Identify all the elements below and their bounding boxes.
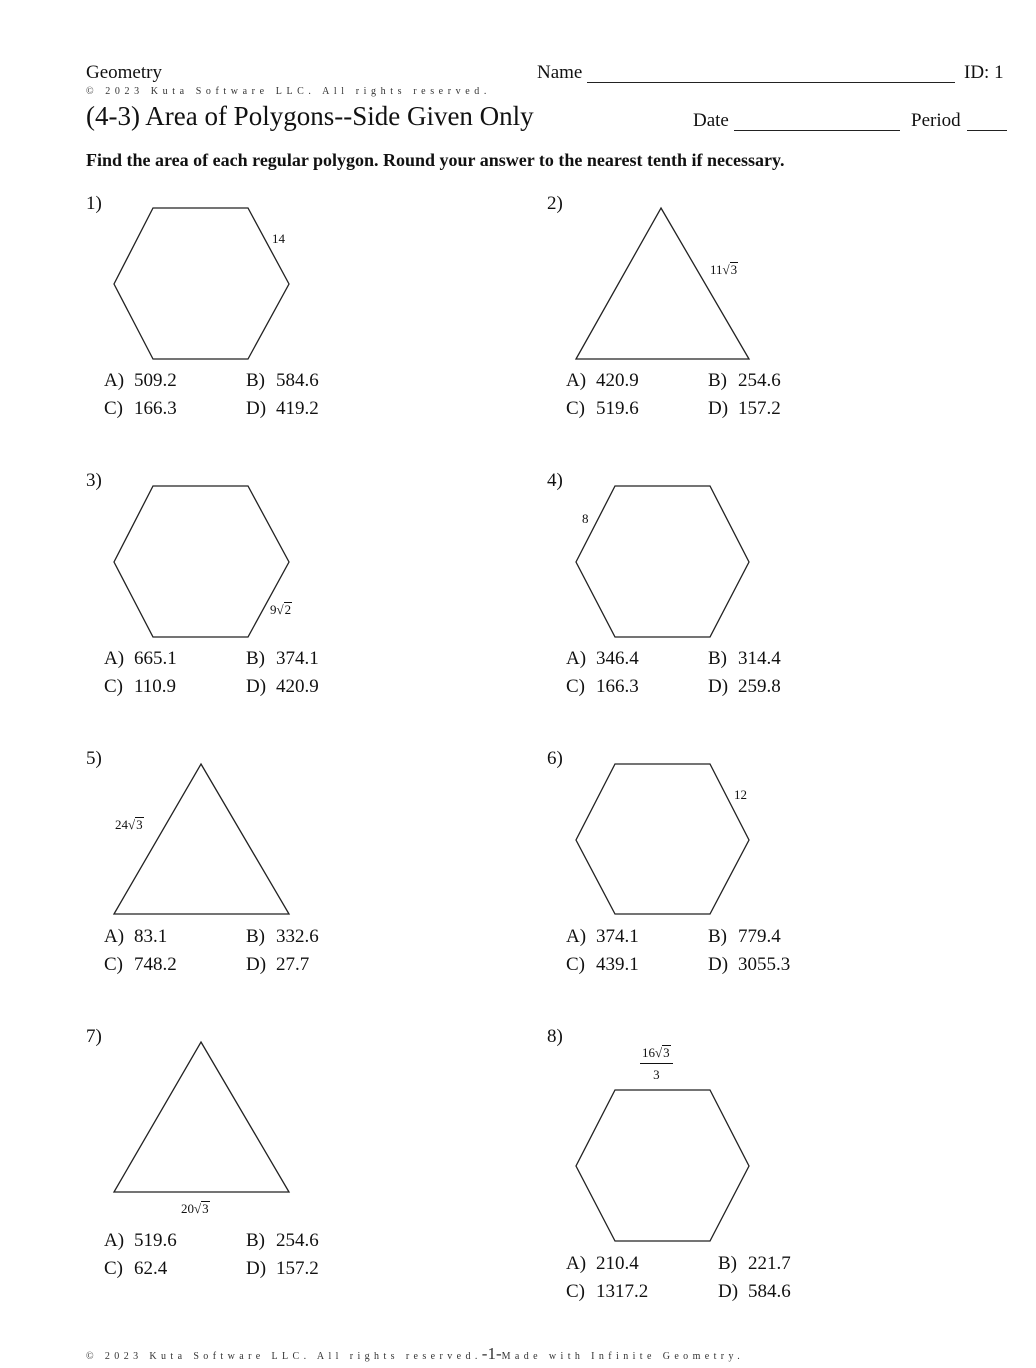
triangle-figure-2: [576, 208, 749, 359]
instructions: Find the area of each regular polygon. Round your answer to the nearest tenth if necessary.: [86, 150, 785, 170]
choice-a[interactable]: A) 665.1: [104, 648, 177, 669]
date-label: Date: [693, 110, 729, 131]
hexagon-figure-4: [576, 486, 749, 637]
page-title: (4-3) Area of Polygons--Side Given Only: [86, 101, 534, 131]
course-label: Geometry: [86, 62, 162, 83]
choice-b[interactable]: B) 584.6: [246, 370, 319, 391]
choice-d[interactable]: D) 157.2: [246, 1258, 319, 1279]
problem-number: 6): [547, 748, 563, 769]
period-label: Period: [911, 110, 961, 131]
footer-copyright: © 2023 Kuta Software LLC. All rights reserved.: [86, 1351, 482, 1362]
choice-a[interactable]: A) 210.4: [566, 1253, 639, 1274]
page-number: -1-: [481, 1344, 502, 1363]
choice-b[interactable]: B) 374.1: [246, 648, 319, 669]
choice-d[interactable]: D) 420.9: [246, 676, 319, 697]
id-label: ID: 1: [964, 62, 1004, 83]
choice-c[interactable]: C) 1317.2: [566, 1281, 649, 1302]
header-copyright: © 2023 Kuta Software LLC. All rights reserved.: [86, 86, 491, 97]
choice-a[interactable]: A) 374.1: [566, 926, 639, 947]
hexagon-figure-8: [576, 1090, 749, 1241]
triangle-figure-7: [114, 1042, 289, 1192]
choice-b[interactable]: B) 314.4: [708, 648, 781, 669]
side-label: 24√3: [115, 817, 143, 832]
problem-number: 8): [547, 1026, 563, 1047]
hexagon-figure-3: [114, 486, 289, 637]
hexagon-figure-6: [576, 764, 749, 914]
name-label: Name: [537, 62, 583, 83]
problem-number: 3): [86, 470, 102, 491]
choice-d[interactable]: D) 259.8: [708, 676, 781, 697]
problem-number: 4): [547, 470, 563, 491]
choice-d[interactable]: D) 584.6: [718, 1281, 791, 1302]
choice-b[interactable]: B) 254.6: [708, 370, 781, 391]
problem-number: 1): [86, 193, 102, 214]
hexagon-figure-1: [114, 208, 289, 359]
choice-c[interactable]: C) 748.2: [104, 954, 177, 975]
side-label: 12: [734, 787, 747, 802]
problem-number: 2): [547, 193, 563, 214]
choice-a[interactable]: A) 420.9: [566, 370, 639, 391]
choice-c[interactable]: C) 519.6: [566, 398, 639, 419]
choice-d[interactable]: D) 419.2: [246, 398, 319, 419]
choice-a[interactable]: A) 509.2: [104, 370, 177, 391]
choice-d[interactable]: D) 157.2: [708, 398, 781, 419]
footer: [86, 1344, 744, 1364]
choice-c[interactable]: C) 62.4: [104, 1258, 168, 1279]
choice-c[interactable]: C) 439.1: [566, 954, 639, 975]
choice-d[interactable]: D) 3055.3: [708, 954, 791, 975]
choice-c[interactable]: C) 166.3: [104, 398, 177, 419]
footer-made-with: Made with Infinite Geometry.: [501, 1351, 745, 1362]
choice-b[interactable]: B) 221.7: [718, 1253, 791, 1274]
choice-b[interactable]: B) 254.6: [246, 1230, 319, 1251]
problem-number: 7): [86, 1026, 102, 1047]
choice-a[interactable]: A) 346.4: [566, 648, 639, 669]
side-label: 9√2: [270, 602, 292, 617]
problem-number: 5): [86, 748, 102, 769]
choice-d[interactable]: D) 27.7: [246, 954, 310, 975]
choice-b[interactable]: B) 332.6: [246, 926, 319, 947]
choice-b[interactable]: B) 779.4: [708, 926, 781, 947]
choice-a[interactable]: A) 83.1: [104, 926, 168, 947]
triangle-figure-5: [114, 764, 289, 914]
side-label: 20√3: [181, 1201, 209, 1216]
side-label: 11√3: [710, 262, 738, 277]
side-label: 14: [272, 231, 285, 246]
choice-c[interactable]: C) 110.9: [104, 676, 177, 697]
side-label: 8: [582, 511, 589, 526]
side-label: $\frac{16√3}{3}$: [640, 1045, 673, 1084]
choice-c[interactable]: C) 166.3: [566, 676, 639, 697]
choice-a[interactable]: A) 519.6: [104, 1230, 177, 1251]
